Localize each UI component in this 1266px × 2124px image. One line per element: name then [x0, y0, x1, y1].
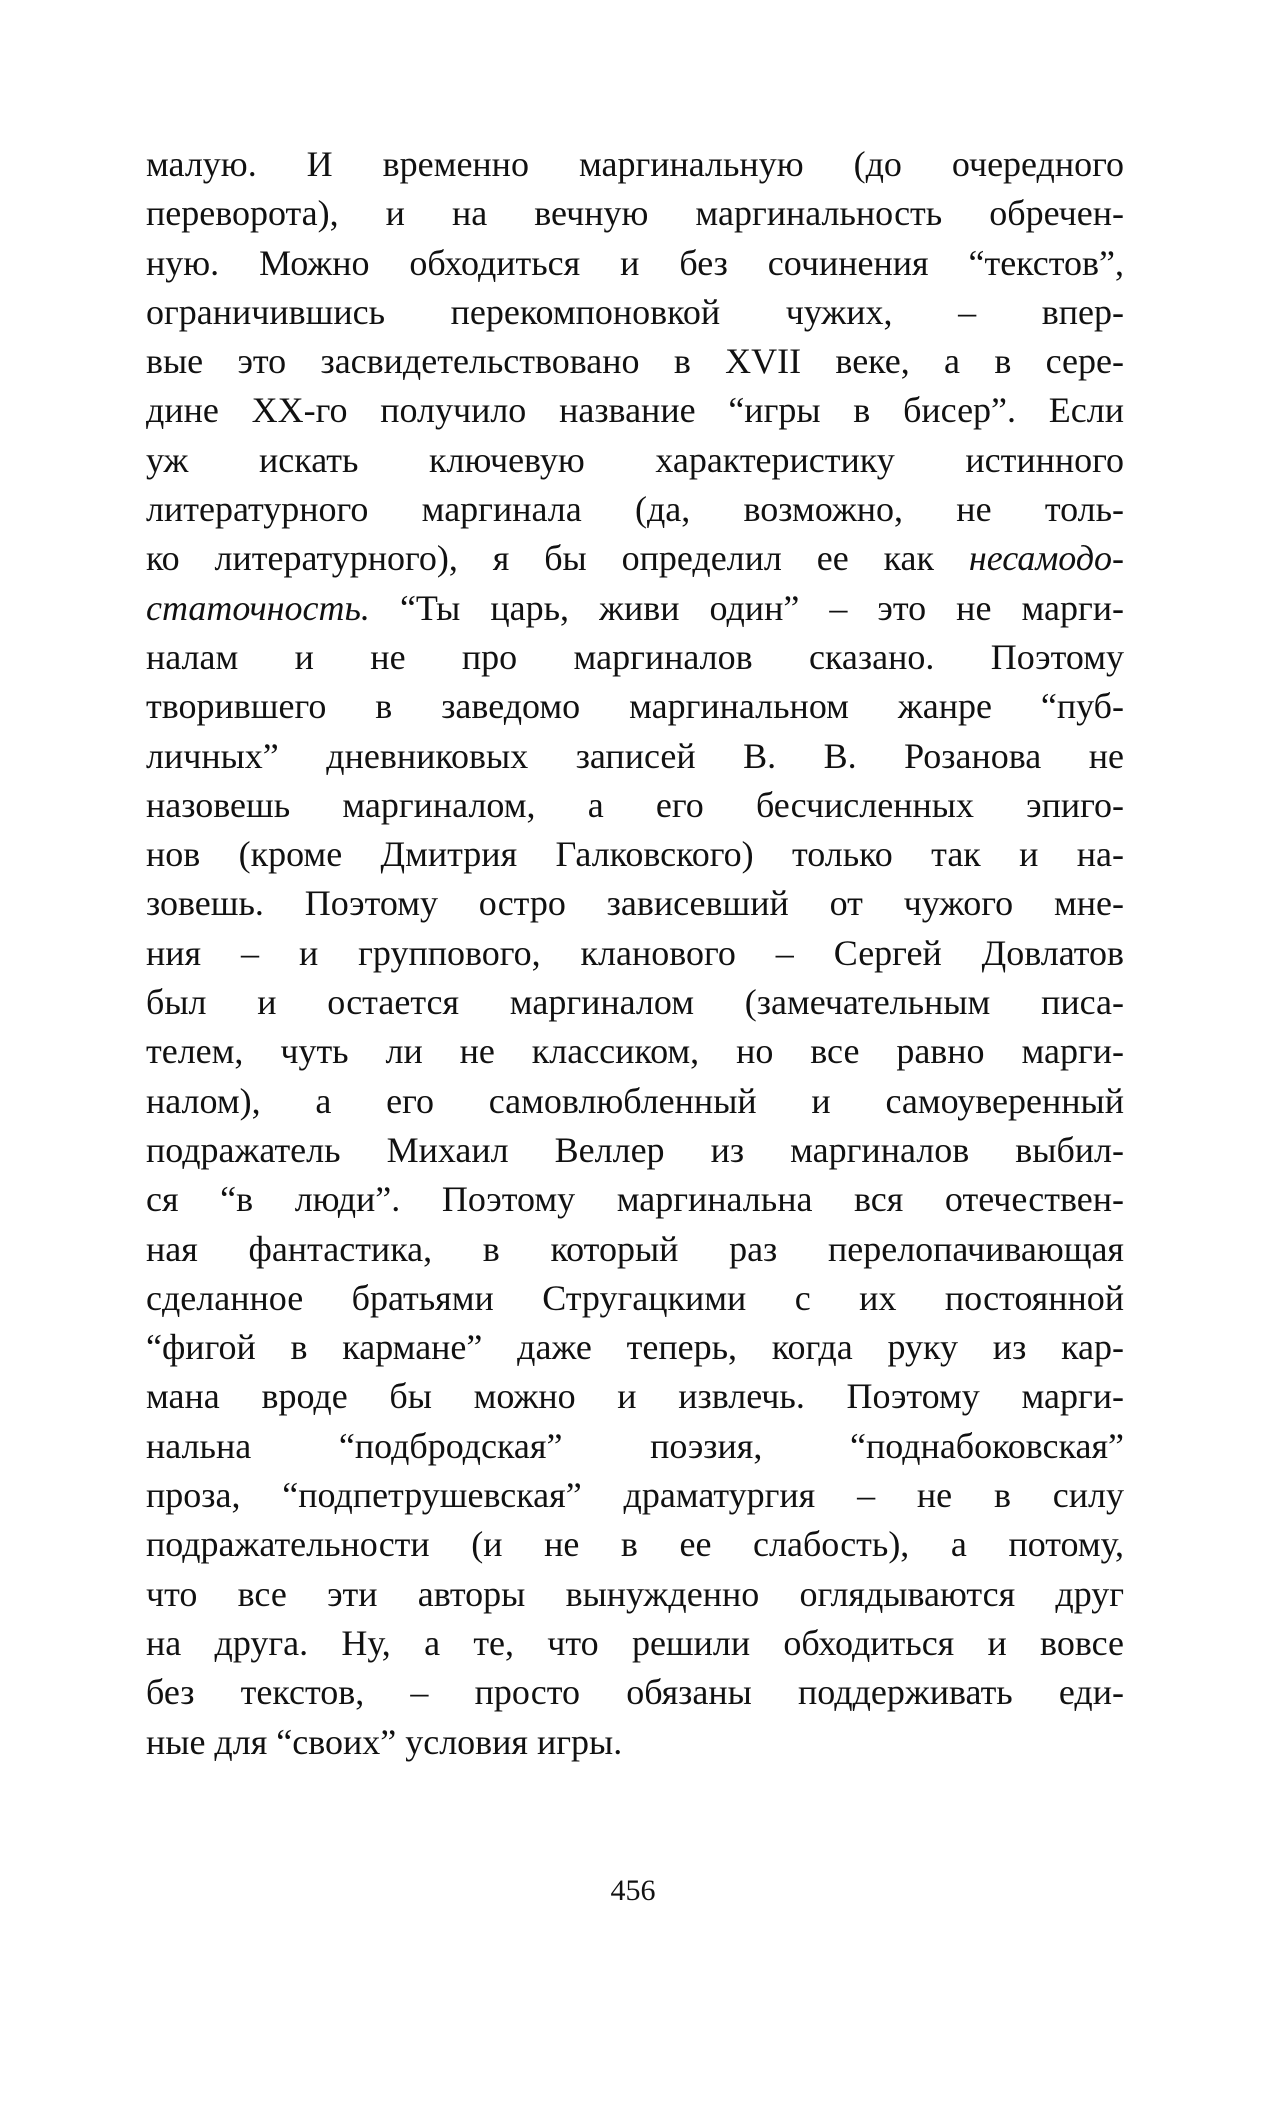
text-line-last: ные для “своих” условия игры. — [146, 1721, 623, 1762]
text-line: “фигой в кармане” даже теперь, когда руку из кар- — [146, 1327, 1124, 1368]
text-line: подражательности (и не в ее слабость), а потому, — [146, 1524, 1124, 1565]
text-line: что все эти авторы вынужденно оглядываются друг — [146, 1573, 1124, 1614]
text-line — [146, 584, 1124, 633]
text-line: ную. Можно обходиться и без сочинения “текстов”, — [146, 242, 1124, 283]
text-line: налом), а его самовлюбленный и самоуверенный — [146, 1080, 1124, 1121]
text-line: налам и не про маргиналов сказано. Поэтому — [146, 636, 1124, 677]
text-line: был и остается маргиналом (замечательным писа- — [146, 982, 1124, 1023]
text-line-segment: “Ты царь, живи один” – это не марги- — [399, 587, 1125, 628]
text-line: вые это засвидетельствовано в XVII веке, а в сере- — [146, 341, 1124, 382]
text-line: ограничившись перекомпоновкой чужих, – впер- — [146, 291, 1124, 332]
text-line: литературного маргинала (да, возможно, не толь- — [146, 489, 1124, 530]
text-line: уж искать ключевую характеристику истинного — [146, 439, 1124, 480]
text-line: ная фантастика, в который раз перелопачивающая — [146, 1228, 1124, 1269]
text-line: зовешь. Поэтому остро зависевший от чужого мне- — [146, 883, 1124, 924]
text-line: назовешь маргиналом, а его бесчисленных эпиго- — [146, 784, 1124, 825]
text-line: проза, “подпетрушевская” драматургия – не в силу — [146, 1475, 1124, 1516]
text-line: подражатель Михаил Веллер из маргиналов выбил- — [146, 1129, 1124, 1170]
text-line: малую. И временно маргинальную (до очередного — [146, 144, 1124, 184]
body-text — [146, 140, 1124, 1767]
italic-term: статочность. — [146, 587, 370, 628]
page-number: 456 — [610, 1874, 656, 1907]
italic-term: несамодо- — [968, 538, 1125, 579]
text-line: ся “в люди”. Поэтому маргинальна вся отечествен- — [146, 1179, 1124, 1220]
text-line: дине XX-го получило название “игры в бисер”. Если — [146, 390, 1124, 431]
text-line: переворота), и на вечную маргинальность обречен- — [146, 193, 1124, 234]
text-line: сделанное братьями Стругацкими с их постоянной — [146, 1277, 1124, 1318]
text-line: на друга. Ну, а те, что решили обходиться и вовсе — [146, 1622, 1124, 1663]
text-line: телем, чуть ли не классиком, но все равно марги- — [146, 1031, 1124, 1072]
text-line: нов (кроме Дмитрия Галковского) только так и на- — [146, 834, 1124, 875]
text-line — [146, 534, 1124, 583]
text-line: личных” дневниковых записей В. В. Розанова не — [146, 735, 1124, 776]
text-line: нальна “подбродская” поэзия, “поднабоковская” — [146, 1425, 1124, 1466]
text-line: творившего в заведомо маргинальном жанре “пуб- — [146, 686, 1124, 727]
text-line: без текстов, – просто обязаны поддерживать еди- — [146, 1672, 1124, 1713]
text-line-segment: ко литературного), я бы определил ее как — [146, 538, 935, 579]
text-line: мана вроде бы можно и извлечь. Поэтому марги- — [146, 1376, 1124, 1417]
text-line: ния – и группового, кланового – Сергей Довлатов — [146, 932, 1124, 973]
